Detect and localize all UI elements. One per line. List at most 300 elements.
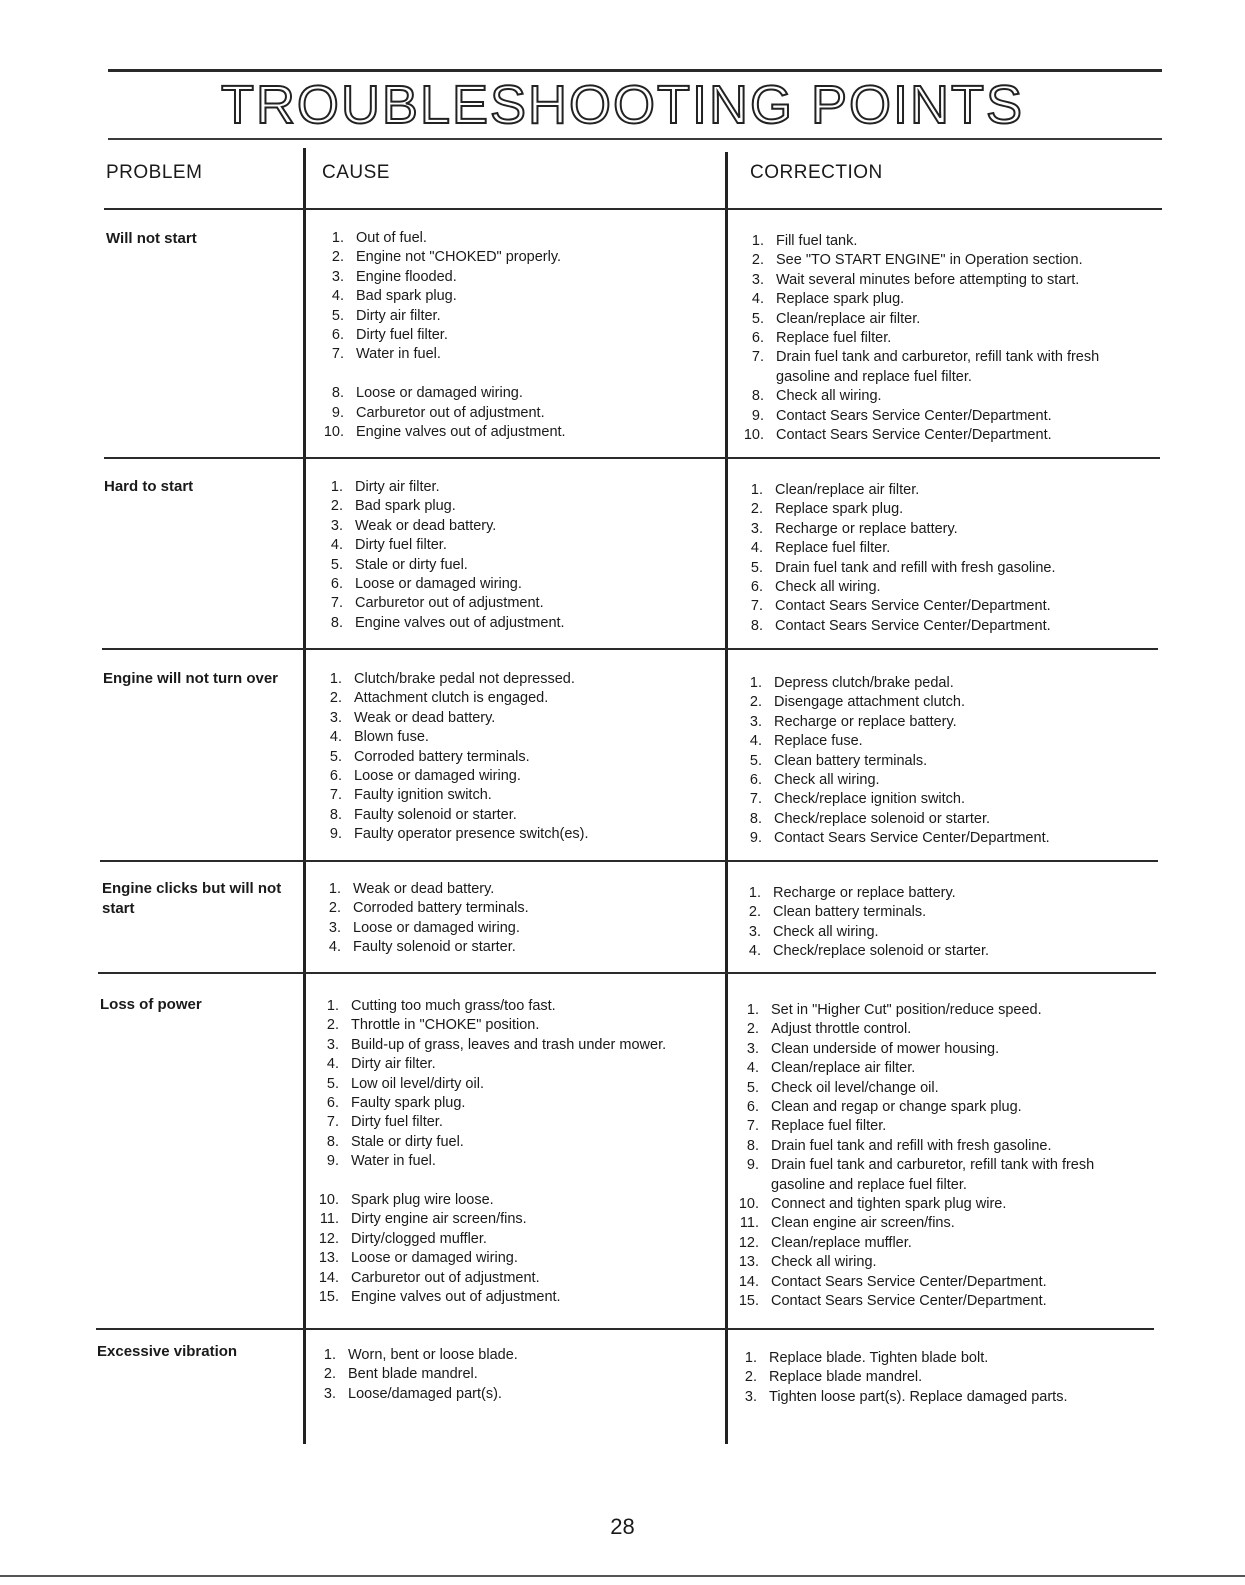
item-number: 4. <box>749 733 762 750</box>
list-item <box>749 810 1146 829</box>
item-number: 6. <box>326 1095 339 1112</box>
list-item <box>326 1036 716 1055</box>
item-number: 1. <box>749 675 762 691</box>
item-number: 5. <box>746 1079 759 1096</box>
list-item <box>323 1365 713 1384</box>
item-number: 5. <box>331 307 344 324</box>
list-item <box>746 1137 1143 1156</box>
item-number: 9. <box>326 1153 339 1170</box>
list-item <box>323 1346 713 1365</box>
item-text: Engine not "CHOKED" properly. <box>356 249 562 266</box>
list-item <box>746 1001 1143 1020</box>
list-item <box>744 1349 1141 1368</box>
list-item <box>750 500 1147 519</box>
list-item <box>743 426 1148 445</box>
item-text: Replace spark plug. <box>776 291 905 308</box>
item-text: Contact Sears Service Center/Department. <box>774 830 1050 847</box>
list-item <box>746 1117 1143 1136</box>
cause-list <box>328 880 713 958</box>
list-item <box>318 1191 716 1210</box>
item-number: 1. <box>746 1002 759 1018</box>
list-item <box>329 748 714 767</box>
row-separator <box>102 648 1158 650</box>
item-number: 8. <box>330 614 343 631</box>
list-item <box>746 1079 1143 1098</box>
list-item <box>751 407 1148 426</box>
item-number: 14. <box>318 1269 339 1286</box>
list-item <box>748 903 1145 922</box>
item-text: Weak or dead battery. <box>355 517 497 534</box>
item-text: Connect and tighten spark plug wire. <box>771 1196 1007 1213</box>
item-text: Recharge or replace battery. <box>773 885 956 901</box>
item-number: 7. <box>329 787 342 804</box>
item-text: Clean battery terminals. <box>773 904 927 921</box>
item-number: 3. <box>744 1388 757 1405</box>
list-item <box>319 1210 716 1229</box>
item-number: 3. <box>331 268 344 285</box>
item-text: Bent blade mandrel. <box>348 1366 478 1383</box>
list-item <box>750 559 1147 578</box>
item-number: 5. <box>750 559 763 576</box>
list-item <box>326 1152 716 1171</box>
item-number: 3. <box>751 271 764 288</box>
correction-list <box>743 232 1148 445</box>
item-text: Carburetor out of adjustment. <box>355 595 544 612</box>
list-item <box>328 899 713 918</box>
list-item <box>326 1133 716 1152</box>
item-number: 6. <box>331 327 344 344</box>
list-item <box>330 614 715 633</box>
list-item <box>751 329 1148 348</box>
item-number: 7. <box>751 349 764 366</box>
item-text: Weak or dead battery. <box>353 881 495 897</box>
list-item <box>328 938 713 957</box>
item-number: 8. <box>751 388 764 405</box>
item-text: Replace spark plug. <box>775 501 904 518</box>
list-item <box>738 1195 1143 1214</box>
item-text: Loose or damaged wiring. <box>354 768 521 785</box>
item-number: 10. <box>318 1192 339 1209</box>
item-number: 11. <box>319 1211 339 1228</box>
item-number: 10. <box>323 424 344 441</box>
item-text: Depress clutch/brake pedal. <box>774 675 954 691</box>
item-number: 3. <box>329 709 342 726</box>
item-text: Dirty fuel filter. <box>356 327 448 344</box>
list-item <box>318 1288 716 1307</box>
item-text: Contact Sears Service Center/Department. <box>771 1273 1047 1290</box>
item-text: Clean/replace air filter. <box>776 310 921 327</box>
correction-list <box>738 1001 1143 1312</box>
item-number: 2. <box>331 249 344 266</box>
item-number: 5. <box>326 1075 339 1092</box>
list-item <box>744 1368 1141 1387</box>
item-text: Dirty fuel filter. <box>351 1114 443 1131</box>
list-item <box>331 326 716 345</box>
list-item <box>751 271 1148 290</box>
header-correction: CORRECTION <box>750 162 883 183</box>
item-text: Replace fuel filter. <box>776 330 892 347</box>
list-item <box>748 884 1145 903</box>
list-item <box>330 536 715 555</box>
list-item <box>749 693 1146 712</box>
item-number: 4. <box>331 288 344 305</box>
item-number: 2. <box>326 1017 339 1034</box>
item-number: 5. <box>751 310 764 327</box>
list-item <box>744 1388 1141 1407</box>
item-number: 8. <box>326 1133 339 1150</box>
item-text: Dirty air filter. <box>355 479 440 495</box>
list-item <box>749 752 1146 771</box>
item-text: Replace blade. Tighten blade bolt. <box>769 1350 989 1366</box>
item-text: Clean/replace air filter. <box>775 482 920 498</box>
list-item <box>329 806 714 825</box>
item-number: 4. <box>326 1056 339 1073</box>
header-problem: PROBLEM <box>106 162 203 183</box>
list-item <box>738 1273 1143 1292</box>
list-item <box>330 594 715 613</box>
item-text: Check/replace solenoid or starter. <box>773 943 989 960</box>
item-number: 1. <box>750 482 763 498</box>
item-text: Loose or damaged wiring. <box>355 576 522 593</box>
item-text: Out of fuel. <box>356 230 427 246</box>
title-underline <box>108 138 1162 140</box>
item-number: 4. <box>750 540 763 557</box>
item-text: Weak or dead battery. <box>354 709 496 726</box>
item-text: Low oil level/dirty oil. <box>351 1075 484 1092</box>
list-item <box>751 310 1148 329</box>
item-text: Replace fuel filter. <box>775 540 891 557</box>
item-text: Fill fuel tank. <box>776 233 858 249</box>
item-number: 9. <box>746 1157 759 1174</box>
item-number: 3. <box>748 923 761 940</box>
list-item <box>738 1253 1143 1272</box>
item-number: 15. <box>318 1289 339 1306</box>
item-number: 1. <box>751 233 764 249</box>
item-text: Check all wiring. <box>775 579 881 596</box>
list-item <box>750 520 1147 539</box>
list-item <box>328 880 713 899</box>
item-text: Carburetor out of adjustment. <box>351 1269 540 1286</box>
item-text: Adjust throttle control. <box>771 1021 912 1038</box>
item-text: Replace fuel filter. <box>771 1118 887 1135</box>
item-number: 3. <box>326 1036 339 1053</box>
item-text: Drain fuel tank and refill with fresh gasoline. <box>771 1137 1052 1154</box>
item-number: 8. <box>746 1137 759 1154</box>
item-number: 5. <box>749 752 762 769</box>
item-text: Build-up of grass, leaves and trash under mower. <box>351 1036 667 1053</box>
item-text: Attachment clutch is engaged. <box>354 690 549 707</box>
item-text: Loose/damaged part(s). <box>348 1385 502 1402</box>
item-number: 4. <box>746 1060 759 1077</box>
list-item <box>329 786 714 805</box>
item-number: 4. <box>329 729 342 746</box>
item-number: 8. <box>331 385 344 402</box>
item-text: Dirty fuel filter. <box>355 537 447 554</box>
item-number: 6. <box>330 576 343 593</box>
item-text: Check all wiring. <box>774 772 880 789</box>
item-number: 9. <box>329 826 342 843</box>
item-number: 12. <box>318 1230 339 1247</box>
list-item <box>750 481 1147 500</box>
item-text: Dirty air filter. <box>351 1056 436 1073</box>
list-item <box>746 1059 1143 1078</box>
item-number: 2. <box>329 690 342 707</box>
item-number: 14. <box>738 1273 759 1290</box>
item-text: Replace blade mandrel. <box>769 1369 923 1386</box>
item-number: 15. <box>738 1293 759 1310</box>
problem-label: Hard to start <box>104 478 194 495</box>
item-number: 2. <box>323 1366 336 1383</box>
correction-list <box>744 1349 1141 1407</box>
list-item <box>751 232 1148 251</box>
item-text: Loose or damaged wiring. <box>356 385 523 402</box>
list-item <box>748 923 1145 942</box>
list-item <box>329 709 714 728</box>
item-text: Engine valves out of adjustment. <box>355 614 565 631</box>
item-text: Recharge or replace battery. <box>775 520 958 537</box>
list-item <box>749 790 1146 809</box>
item-number: 7. <box>331 346 344 363</box>
item-number: 6. <box>751 330 764 347</box>
header-separator <box>104 208 1162 210</box>
list-item <box>323 1385 713 1404</box>
item-number: 6. <box>750 579 763 596</box>
item-number: 11. <box>739 1215 759 1232</box>
item-number: 13. <box>738 1254 759 1271</box>
item-text: Cutting too much grass/too fast. <box>351 998 556 1014</box>
list-item <box>749 771 1146 790</box>
top-rule <box>108 69 1162 72</box>
item-text: Contact Sears Service Center/Department. <box>776 427 1052 444</box>
item-number: 7. <box>326 1114 339 1131</box>
item-text: Wait several minutes before attempting to start. <box>776 271 1080 288</box>
list-item <box>326 997 716 1016</box>
item-number: 2. <box>746 1021 759 1038</box>
item-number: 8. <box>750 617 763 634</box>
list-item <box>738 1292 1143 1311</box>
item-number: 2. <box>750 501 763 518</box>
item-text: Dirty engine air screen/fins. <box>351 1211 527 1228</box>
list-item <box>749 674 1146 693</box>
list-item <box>746 1020 1143 1039</box>
list-item <box>329 689 714 708</box>
item-text: Tighten loose part(s). Replace damaged parts. <box>769 1388 1068 1405</box>
list-item <box>331 268 716 287</box>
list-item <box>738 1234 1143 1253</box>
item-number: 10. <box>743 427 764 444</box>
list-item <box>331 384 716 403</box>
list-item <box>326 1075 716 1094</box>
item-number: 7. <box>749 791 762 808</box>
item-text: Worn, bent or loose blade. <box>348 1347 518 1363</box>
list-item <box>331 345 716 364</box>
problem-label: Excessive vibration <box>97 1343 238 1360</box>
item-text: Spark plug wire loose. <box>351 1192 494 1209</box>
item-text: Contact Sears Service Center/Department. <box>776 407 1052 424</box>
page-number: 28 <box>610 1514 635 1539</box>
item-text: Loose or damaged wiring. <box>351 1250 518 1267</box>
item-number: 1. <box>323 1347 336 1363</box>
item-number: 6. <box>749 772 762 789</box>
item-text: Faulty operator presence switch(es). <box>354 826 589 843</box>
item-text: Faulty solenoid or starter. <box>353 939 516 956</box>
list-item <box>749 713 1146 732</box>
item-text: Clean/replace muffler. <box>771 1234 912 1251</box>
item-text: Disengage attachment clutch. <box>774 694 966 711</box>
list-item <box>331 287 716 306</box>
item-text: Recharge or replace battery. <box>774 713 957 730</box>
item-text: Dirty/clogged muffler. <box>351 1230 487 1247</box>
list-item <box>750 539 1147 558</box>
list-item <box>751 348 1148 387</box>
item-number: 1. <box>331 230 344 246</box>
item-number: 2. <box>330 498 343 515</box>
item-text: Contact Sears Service Center/Department. <box>771 1293 1047 1310</box>
row-separator <box>96 1328 1154 1330</box>
cause-list <box>323 1346 713 1404</box>
item-number: 4. <box>751 291 764 308</box>
item-text: Engine valves out of adjustment. <box>356 424 566 441</box>
list-item <box>326 1094 716 1113</box>
cause-list <box>318 997 716 1307</box>
item-text: Stale or dirty fuel. <box>355 556 468 573</box>
item-text: Check all wiring. <box>776 388 882 405</box>
item-number: 1. <box>748 885 761 901</box>
item-text: Clean battery terminals. <box>774 752 928 769</box>
list-item <box>750 617 1147 636</box>
item-number: 9. <box>331 404 344 421</box>
list-item <box>751 290 1148 309</box>
item-number: 1. <box>328 881 341 897</box>
item-text: Check/replace solenoid or starter. <box>774 810 990 827</box>
row-separator <box>104 457 1160 459</box>
row-separator <box>98 972 1156 974</box>
list-item <box>751 387 1148 406</box>
correction-list <box>749 674 1146 849</box>
list-item <box>331 307 716 326</box>
list-item <box>329 670 714 689</box>
item-text: Water in fuel. <box>351 1153 436 1170</box>
list-item <box>330 556 715 575</box>
item-text: Contact Sears Service Center/Department. <box>775 617 1051 634</box>
list-item <box>329 767 714 786</box>
item-text: Clean/replace air filter. <box>771 1060 916 1077</box>
column-divider-left <box>303 148 306 1444</box>
item-number: 13. <box>318 1250 339 1267</box>
item-number: 7. <box>330 595 343 612</box>
list-item <box>323 423 716 442</box>
item-text: Faulty spark plug. <box>351 1095 466 1112</box>
item-text: Water in fuel. <box>356 346 441 363</box>
item-number: 4. <box>748 943 761 960</box>
item-text: Clean underside of mower housing. <box>771 1040 1000 1057</box>
item-text: Stale or dirty fuel. <box>351 1133 464 1150</box>
item-text: Clutch/brake pedal not depressed. <box>354 671 575 687</box>
item-text: Loose or damaged wiring. <box>353 919 520 936</box>
page-title: TROUBLESHOOTING POINTS <box>220 75 1025 135</box>
item-number: 7. <box>746 1118 759 1135</box>
list-item <box>318 1249 716 1268</box>
list-item <box>326 1113 716 1132</box>
list-item <box>330 517 715 536</box>
item-number: 5. <box>330 556 343 573</box>
list-item <box>746 1040 1143 1059</box>
item-number: 3. <box>750 520 763 537</box>
list-item <box>330 478 715 497</box>
item-number: 2. <box>749 694 762 711</box>
item-text: Clean engine air screen/fins. <box>771 1215 955 1232</box>
item-text: Dirty air filter. <box>356 307 441 324</box>
item-text: Contact Sears Service Center/Department. <box>775 598 1051 615</box>
item-number: 2. <box>748 904 761 921</box>
item-number: 1. <box>330 479 343 495</box>
item-text: Engine valves out of adjustment. <box>351 1289 561 1306</box>
item-number: 4. <box>328 939 341 956</box>
item-text: Check oil level/change oil. <box>771 1079 939 1096</box>
item-text: Replace fuse. <box>774 733 863 750</box>
list-item <box>746 1156 1143 1195</box>
problem-label: Engine clicks but will not start <box>102 880 282 917</box>
item-text: Engine flooded. <box>356 268 457 285</box>
item-text: Corroded battery terminals. <box>354 748 530 765</box>
bottom-edge-rule <box>0 1575 1245 1577</box>
list-item <box>328 919 713 938</box>
list-item <box>326 1055 716 1074</box>
row-separator <box>100 860 1158 862</box>
item-text: Corroded battery terminals. <box>353 900 529 917</box>
item-text: Faulty ignition switch. <box>354 787 492 804</box>
item-number: 8. <box>749 810 762 827</box>
cause-list <box>329 670 714 845</box>
item-text: Check/replace ignition switch. <box>774 791 966 808</box>
item-number: 1. <box>326 998 339 1014</box>
item-text: Blown fuse. <box>354 729 429 746</box>
item-text: Throttle in "CHOKE" position. <box>351 1017 540 1034</box>
item-text: Bad spark plug. <box>355 498 456 515</box>
item-number: 12. <box>738 1234 759 1251</box>
item-number: 1. <box>329 671 342 687</box>
item-number: 8. <box>329 806 342 823</box>
list-item <box>750 578 1147 597</box>
list-item <box>331 248 716 267</box>
item-text: Check all wiring. <box>771 1254 877 1271</box>
item-number: 2. <box>751 252 764 269</box>
cause-list <box>330 478 715 633</box>
list-item <box>318 1269 716 1288</box>
list-item <box>749 732 1146 751</box>
item-number: 2. <box>328 900 341 917</box>
item-number: 7. <box>750 598 763 615</box>
item-text: Set in "Higher Cut" position/reduce speed. <box>771 1002 1042 1018</box>
item-number: 5. <box>329 748 342 765</box>
item-text: Bad spark plug. <box>356 288 457 305</box>
list-item <box>739 1214 1143 1233</box>
list-item <box>329 825 714 844</box>
list-item <box>751 251 1148 270</box>
item-text: Drain fuel tank and refill with fresh gasoline. <box>775 559 1056 576</box>
list-item <box>331 229 716 248</box>
problem-label: Will not start <box>106 230 197 247</box>
header-cause: CAUSE <box>322 162 390 183</box>
correction-list <box>748 884 1145 962</box>
problem-label: Engine will not turn over <box>103 670 279 687</box>
item-text: Check all wiring. <box>773 923 879 940</box>
item-number: 3. <box>749 713 762 730</box>
item-text: See "TO START ENGINE" in Operation section. <box>776 252 1083 269</box>
list-item <box>330 497 715 516</box>
item-number: 9. <box>751 407 764 424</box>
item-text: Carburetor out of adjustment. <box>356 404 545 421</box>
